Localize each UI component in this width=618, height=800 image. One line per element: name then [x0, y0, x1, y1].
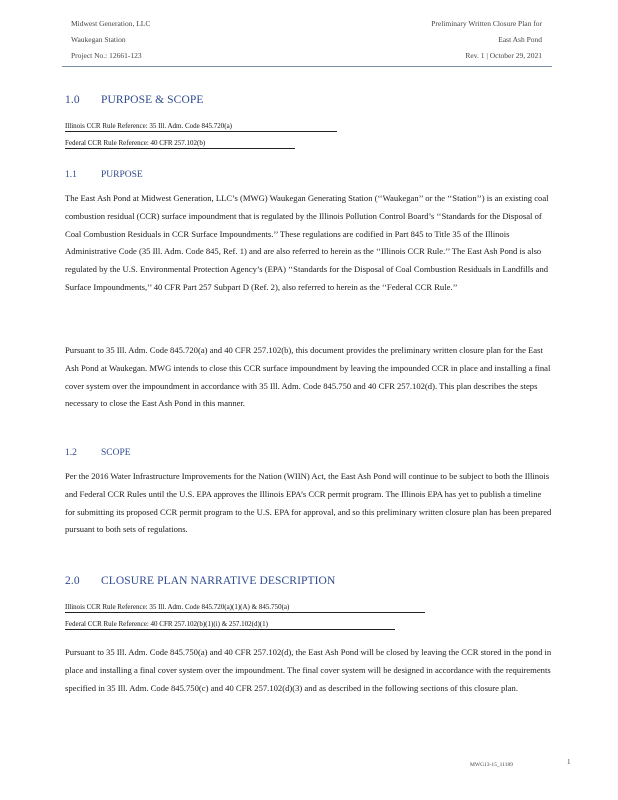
federal-rule-reference: Federal CCR Rule Reference: 40 CFR 257.102(b)(1)(i) & 257.102(d)(1) — [65, 620, 268, 628]
reference-underline — [65, 148, 295, 149]
header-left — [71, 16, 150, 64]
subsection-heading-1-2 — [65, 448, 545, 462]
illinois-rule-reference: Illinois CCR Rule Reference: 35 Ill. Adm. Code 845.720(a) — [65, 122, 233, 130]
section-heading-1 — [65, 94, 545, 110]
project-number: Project No.: 12661-123 — [71, 51, 142, 60]
federal-rule-reference: Federal CCR Rule Reference: 40 CFR 257.102(b) — [65, 139, 206, 147]
section-title: PURPOSE & SCOPE — [101, 94, 204, 106]
paragraph-text: Pursuant to 35 Ill. Adm. Code 845.720(a) and 40 CFR 257.102(b), this document provides the preliminary written closure plan for the East Ash Pond at Waukegan. MWG intends to close this CCR surface impoundment by leaving the impounded CCR in place and installing a final cover system over the impoundment in accordance with 35 Ill. Adm. Code 845.750 and 40 CFR 257.102(d). This plan describes the steps necessary to close the East Ash Pond in this manner. — [65, 345, 551, 409]
paragraph-text: Pursuant to 35 Ill. Adm. Code 845.750(a) and 40 CFR 257.102(d), the East Ash Pond will be closed by leaving the CCR stored in the pond in place and installing a final cover system over the impoundment. The final cover system will be designed in accordance with the requirements specified in 35 Ill. Adm. Code 845.750(c) and 40 CFR 257.102(d)(3) and as described in the following sections of this closure plan. — [65, 647, 552, 693]
document-code: MWG13-15_11189 — [470, 762, 513, 768]
reference-underline — [65, 131, 337, 132]
section-number: 1.0 — [65, 94, 80, 106]
subsection-number: 1.2 — [65, 448, 77, 458]
section-number: 2.0 — [65, 575, 80, 587]
station-name: Waukegan Station — [71, 35, 126, 44]
paragraph-text: The East Ash Pond at Midwest Generation, LLC’s (MWG) Waukegan Generating Station (‘‘Waukegan’’ or the ‘‘Station’’) is an existing coal combustion residual (CCR) surface impoundment that is regulated by the Illinois Pollution Control Board’s ‘‘Standards for the Disposal of Coal Combustion Residuals in CCR Surface Impoundments.’’ These regulations are codified in Part 845 to Title 35 of the Illinois Administrative Code (35 Ill. Adm. Code 845, Ref. 1) and are also referred to herein as the ‘‘Illinois CCR Rule.’’ The East Ash Pond is also regulated by the U.S. Environmental Protection Agency’s (EPA) ‘‘Standards for the Disposal of Coal Combustion Residuals in Landfills and Surface Impoundments,’’ 40 CFR Part 257 Subpart D (Ref. 2), also referred to herein as the ‘‘Federal CCR Rule.’’ — [65, 193, 549, 292]
document-title: Preliminary Written Closure Plan for — [431, 19, 542, 28]
unit-name: East Ash Pond — [498, 35, 542, 44]
purpose-paragraph-1 — [65, 190, 553, 297]
illinois-rule-reference: Illinois CCR Rule Reference: 35 Ill. Adm. Code 845.720(a)(1)(A) & 845.750(a) — [65, 603, 290, 611]
section-title: CLOSURE PLAN NARRATIVE DESCRIPTION — [101, 575, 336, 587]
company-name: Midwest Generation, LLC — [71, 19, 151, 28]
header-divider — [62, 66, 552, 67]
subsection-number: 1.1 — [65, 170, 77, 180]
subsection-title: SCOPE — [101, 448, 131, 458]
subsection-heading-1-1 — [65, 170, 545, 184]
subsection-title: PURPOSE — [101, 170, 143, 180]
reference-underline — [65, 612, 425, 613]
closure-narrative-paragraph — [65, 644, 553, 697]
page-number: 1 — [567, 758, 571, 766]
reference-underline — [65, 629, 395, 630]
header-right — [431, 16, 542, 64]
scope-paragraph — [65, 468, 553, 539]
paragraph-text: Per the 2016 Water Infrastructure Improvements for the Nation (WIIN) Act, the East Ash Pond will continue to be subject to both the Illinois and Federal CCR Rules until the U.S. EPA approves the Illinois EPA’s CCR permit program. The Illinois EPA has yet to publish a timeline for submitting its proposed CCR permit program to the U.S. EPA for approval, and so this preliminary written closure plan has been prepared pursuant to both sets of regulations. — [65, 471, 552, 535]
revision-info: Rev. 1 | October 29, 2021 — [465, 51, 542, 60]
section-heading-2 — [65, 575, 545, 591]
purpose-paragraph-2 — [65, 342, 553, 413]
